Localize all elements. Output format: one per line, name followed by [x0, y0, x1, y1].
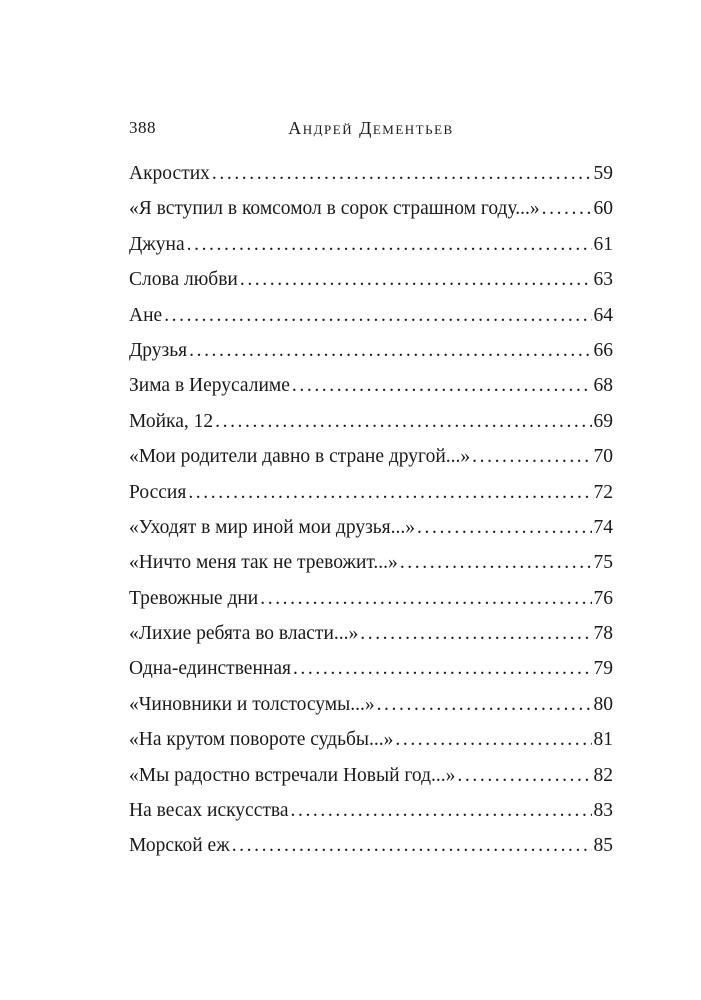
- toc-entry-page: 63: [593, 269, 613, 291]
- toc-entry-title: «Чиновники и толстосумы...»: [129, 693, 375, 715]
- toc-entry: [129, 269, 613, 304]
- toc-entry-title: «Мы радостно встречали Новый год...»: [129, 764, 456, 786]
- dot-leader: [212, 163, 592, 185]
- toc-entry: [129, 800, 613, 835]
- toc-entry-title: Слова любви: [129, 269, 238, 291]
- toc-entry-title: Одна-единственная: [129, 658, 291, 680]
- dot-leader: [232, 835, 592, 857]
- dot-leader: [187, 234, 592, 256]
- toc-entry-page: 79: [593, 658, 613, 680]
- toc-entry-title: Зима в Иерусалиме: [129, 375, 290, 397]
- toc-entry-page: 60: [593, 198, 613, 220]
- toc-entry: [129, 835, 613, 870]
- dot-leader: [292, 375, 592, 397]
- toc-entry: [129, 411, 613, 446]
- toc-entry-page: 75: [593, 552, 613, 574]
- toc-entry: [129, 694, 613, 729]
- toc-entry-page: 70: [593, 446, 613, 468]
- dot-leader: [360, 623, 591, 645]
- dot-leader: [215, 411, 591, 433]
- toc-entry: [129, 482, 613, 517]
- dot-leader: [377, 694, 592, 716]
- toc-entry-title: Ане: [129, 304, 163, 326]
- toc-entry-title: «Я вступил в комсомол в сорок страшном году...»: [129, 198, 540, 220]
- toc-entry-title: Друзья: [129, 339, 188, 361]
- toc-entry-page: 85: [593, 835, 613, 857]
- dot-leader: [395, 729, 591, 751]
- toc-entry: [129, 234, 613, 269]
- toc-entry: [129, 658, 613, 693]
- toc-entry-page: 59: [593, 163, 613, 184]
- toc-entry: [129, 340, 613, 375]
- table-of-contents: [129, 163, 613, 871]
- dot-leader: [240, 269, 592, 291]
- toc-entry: [129, 446, 613, 481]
- toc-entry: [129, 552, 613, 587]
- page-number: 388: [129, 118, 156, 137]
- dot-leader: [293, 658, 592, 680]
- toc-entry-title: Акростих: [129, 163, 210, 184]
- toc-entry-page: 68: [593, 375, 613, 397]
- dot-leader: [260, 588, 591, 610]
- toc-entry: [129, 623, 613, 658]
- toc-entry: [129, 198, 613, 233]
- toc-entry-title: Морской еж: [129, 835, 230, 857]
- toc-entry-title: «Мои родители давно в стране другой...»: [129, 446, 471, 468]
- toc-entry-page: 80: [593, 693, 613, 715]
- toc-entry: [129, 375, 613, 410]
- dot-leader: [400, 552, 592, 574]
- toc-entry-title: «Лихие ребята во власти...»: [129, 623, 359, 645]
- toc-entry: [129, 305, 613, 340]
- toc-entry-page: 83: [593, 800, 613, 822]
- toc-entry-page: 64: [593, 304, 613, 326]
- dot-leader: [417, 517, 591, 539]
- dot-leader: [291, 800, 592, 822]
- toc-entry-title: «На крутом повороте судьбы...»: [129, 729, 394, 751]
- toc-entry: [129, 517, 613, 552]
- running-title: Андрей Дементьев: [288, 118, 454, 138]
- toc-entry-page: 82: [593, 764, 613, 786]
- toc-entry-title: Мойка, 12: [129, 410, 214, 432]
- dot-leader: [189, 340, 591, 362]
- toc-entry-title: Джуна: [129, 233, 185, 255]
- dot-leader: [164, 305, 591, 327]
- toc-entry-title: Тревожные дни: [129, 587, 259, 609]
- dot-leader: [542, 198, 592, 220]
- toc-entry-page: 76: [593, 587, 613, 609]
- toc-entry-title: На весах искусства: [129, 800, 289, 822]
- toc-entry: [129, 765, 613, 800]
- toc-entry-title: «Ничто меня так не тревожит...»: [129, 552, 398, 574]
- dot-leader: [188, 482, 591, 504]
- toc-entry-page: 69: [593, 410, 613, 432]
- toc-entry-title: «Уходят в мир иной мои друзья...»: [129, 516, 416, 538]
- toc-entry-page: 81: [593, 729, 613, 751]
- dot-leader: [457, 765, 591, 787]
- toc-entry: [129, 729, 613, 764]
- toc-entry-page: 66: [593, 339, 613, 361]
- toc-entry: [129, 163, 613, 198]
- toc-entry-page: 61: [593, 233, 613, 255]
- toc-entry: [129, 588, 613, 623]
- dot-leader: [472, 446, 591, 468]
- toc-entry-page: 74: [593, 516, 613, 538]
- toc-entry-page: 78: [593, 623, 613, 645]
- toc-entry-title: Россия: [129, 481, 187, 503]
- toc-entry-page: 72: [593, 481, 613, 503]
- page-header: [129, 118, 613, 142]
